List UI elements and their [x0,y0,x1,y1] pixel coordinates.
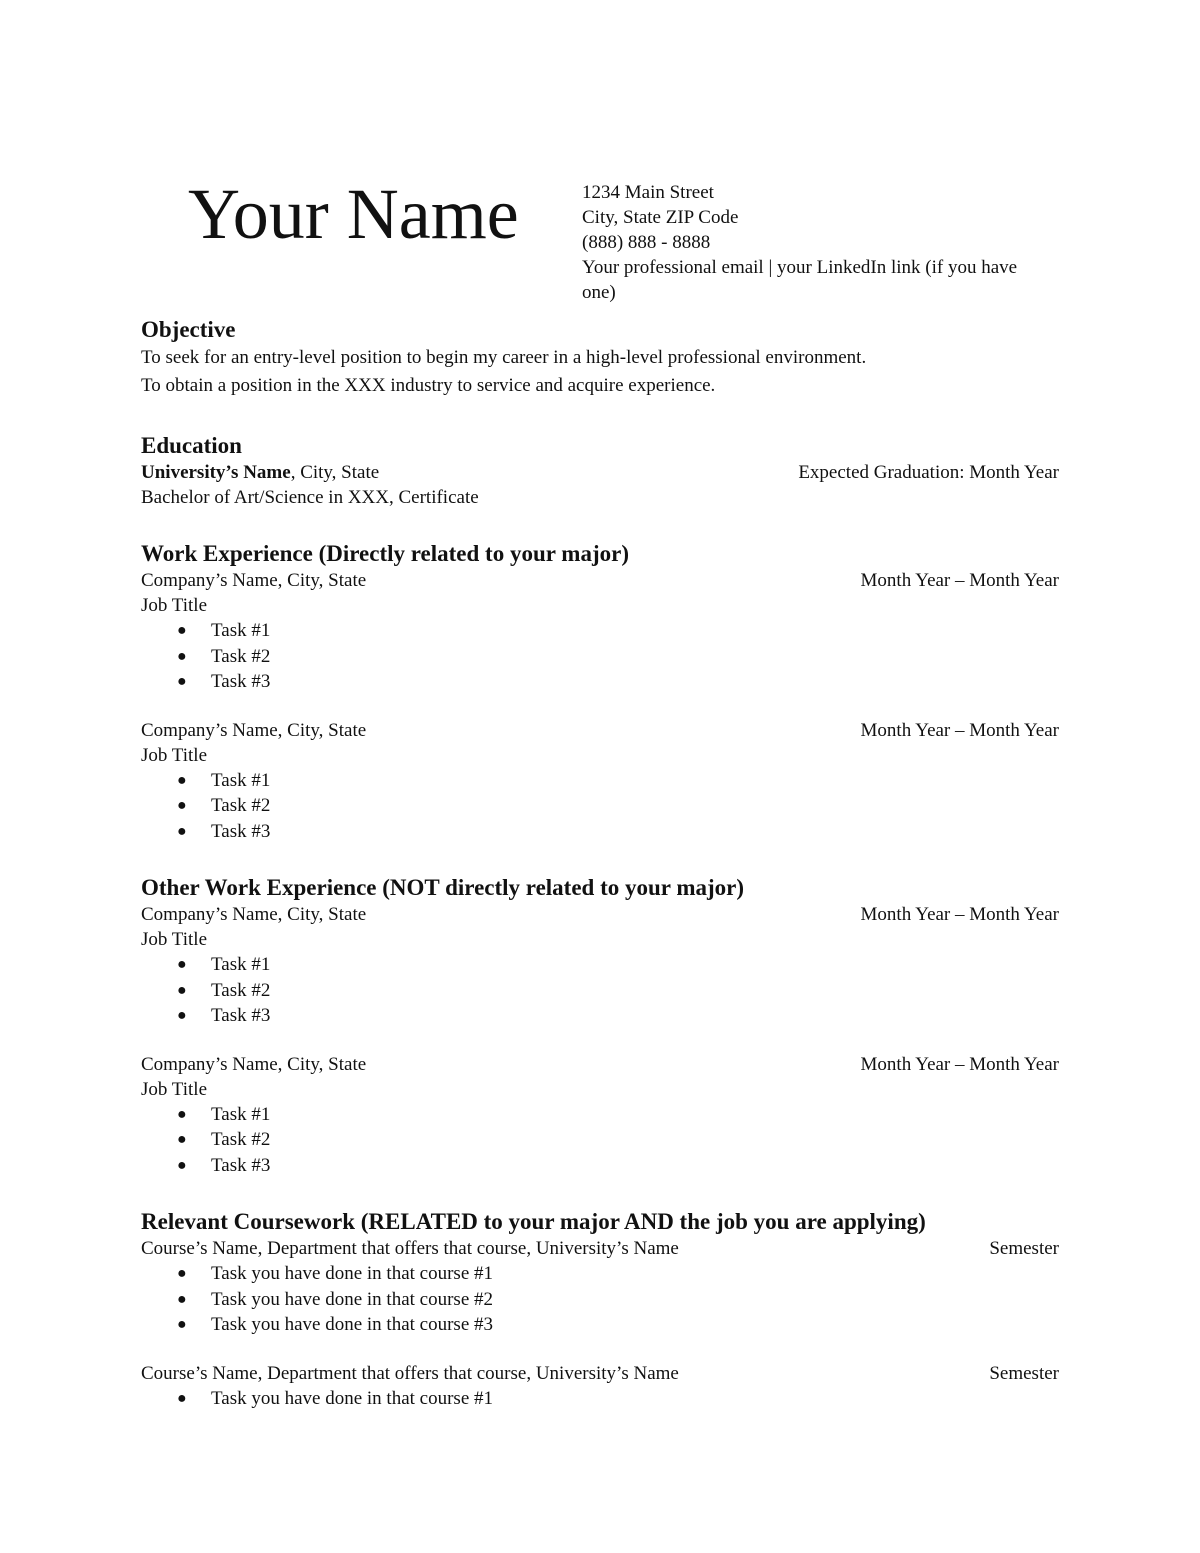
list-item: ● Task #3 [141,669,1059,695]
school-name: University’s Name [141,462,291,483]
bullet-icon: ● [177,771,187,789]
list-item: ● Task #3 [141,1153,1059,1179]
bullet-icon: ● [177,956,187,973]
list-item: ● Task #1 [141,618,1059,644]
task-list [141,618,1059,695]
list-item: ● Task #2 [141,793,1059,819]
section-heading: Education [141,433,242,458]
job-title-line [141,743,1059,768]
job-entry [141,718,1059,845]
job-entry [141,1052,1059,1179]
list-item: ● Task you have done in that course #1 [141,1261,1059,1287]
bullet-icon: ● [177,1007,187,1024]
course-header [141,1236,1059,1261]
list-item: ● Task you have done in that course #2 [141,1287,1059,1313]
contact-address: 1234 Main Street [582,182,714,203]
job-title-line [141,593,1059,618]
contact-email-line: Your professional email | your LinkedIn link (if you have one) [582,257,1018,303]
list-item: ● Task #1 [141,952,1059,978]
course-entry [141,1361,1059,1412]
job-title-line [141,927,1059,952]
job-header [141,902,1059,927]
job-company: Company’s Name, City, State [141,1053,367,1075]
bullet-icon: ● [177,673,187,690]
objective-line: To obtain a position in the XXX industry to service and acquire experience. [141,375,716,396]
section-heading: Work Experience (Directly related to your major) [141,541,629,566]
job-company: Company’s Name, City, State [141,570,367,591]
bullet-icon: ● [177,1389,187,1407]
task-list [141,1261,1059,1338]
degree: Bachelor of Art/Science in XXX, Certificate [141,487,479,508]
section-heading: Relevant Coursework (RELATED to your major AND the job you are applying) [141,1209,926,1234]
job-header [141,1052,1059,1077]
job-title: Job Title [141,744,208,766]
job-title: Job Title [141,595,208,616]
contact-block [582,180,1052,305]
course-header [141,1361,1059,1386]
resume-name: Your Name [188,174,519,254]
job-entry [141,902,1059,1029]
bullet-icon: ● [177,1131,187,1148]
contact-phone: (888) 888 - 8888 [582,232,711,253]
bullet-icon: ● [177,1105,187,1123]
education-section [141,432,1059,510]
other-work-section [141,874,1059,1178]
list-item: ● Task you have done in that course #3 [141,1312,1059,1338]
job-title: Job Title [141,1078,208,1100]
job-company: Company’s Name, City, State [141,904,367,925]
course-entry [141,1236,1059,1338]
list-item: ● Task #3 [141,1003,1059,1029]
list-item: ● Task #1 [141,1102,1059,1128]
list-item: ● Task #2 [141,978,1059,1004]
task-list [141,768,1059,845]
bullet-icon: ● [177,822,187,840]
bullet-icon: ● [177,1290,187,1308]
list-item: ● Task #2 [141,1127,1059,1153]
job-dates: Month Year – Month Year [860,570,1059,591]
coursework-section [141,1208,1059,1411]
job-title-line [141,1077,1059,1102]
job-company: Company’s Name, City, State [141,719,367,741]
course-name: Course’s Name, Department that offers that course, University’s Name [141,1238,679,1259]
bullet-icon: ● [177,1156,187,1174]
course-semester: Semester [989,1362,1059,1384]
task-list [141,1386,1059,1412]
bullet-icon: ● [177,1316,187,1333]
degree-line [141,485,1059,510]
bullet-icon: ● [177,797,187,814]
objective-section [141,316,1059,400]
contact-city-line: City, State ZIP Code [582,207,739,228]
job-header [141,718,1059,743]
list-item: ● Task you have done in that course #1 [141,1386,1059,1412]
job-dates: Month Year – Month Year [860,904,1059,925]
list-item: ● Task #2 [141,644,1059,670]
bullet-icon: ● [177,622,187,639]
job-title: Job Title [141,929,208,950]
job-entry [141,568,1059,695]
job-dates: Month Year – Month Year [860,1053,1059,1075]
objective-line: To seek for an entry-level position to begin my career in a high-level professional environment. [141,347,867,368]
education-school-line [141,460,1059,485]
job-header [141,568,1059,593]
work-section [141,540,1059,844]
list-item: ● Task #3 [141,819,1059,845]
course-semester: Semester [989,1238,1059,1259]
school [141,460,379,485]
section-heading: Other Work Experience (NOT directly related to your major) [141,875,745,900]
task-list [141,1102,1059,1179]
resume-body [141,316,1059,1411]
graduation-date: Expected Graduation: Month Year [798,462,1059,483]
list-item: ● Task #1 [141,768,1059,794]
bullet-icon: ● [177,981,187,999]
school-location: , City, State [290,462,380,483]
task-list [141,952,1059,1029]
course-name: Course’s Name, Department that offers that course, University’s Name [141,1362,679,1384]
job-dates: Month Year – Month Year [860,719,1059,741]
bullet-icon: ● [177,1265,187,1282]
section-heading: Objective [141,317,236,342]
bullet-icon: ● [177,647,187,665]
